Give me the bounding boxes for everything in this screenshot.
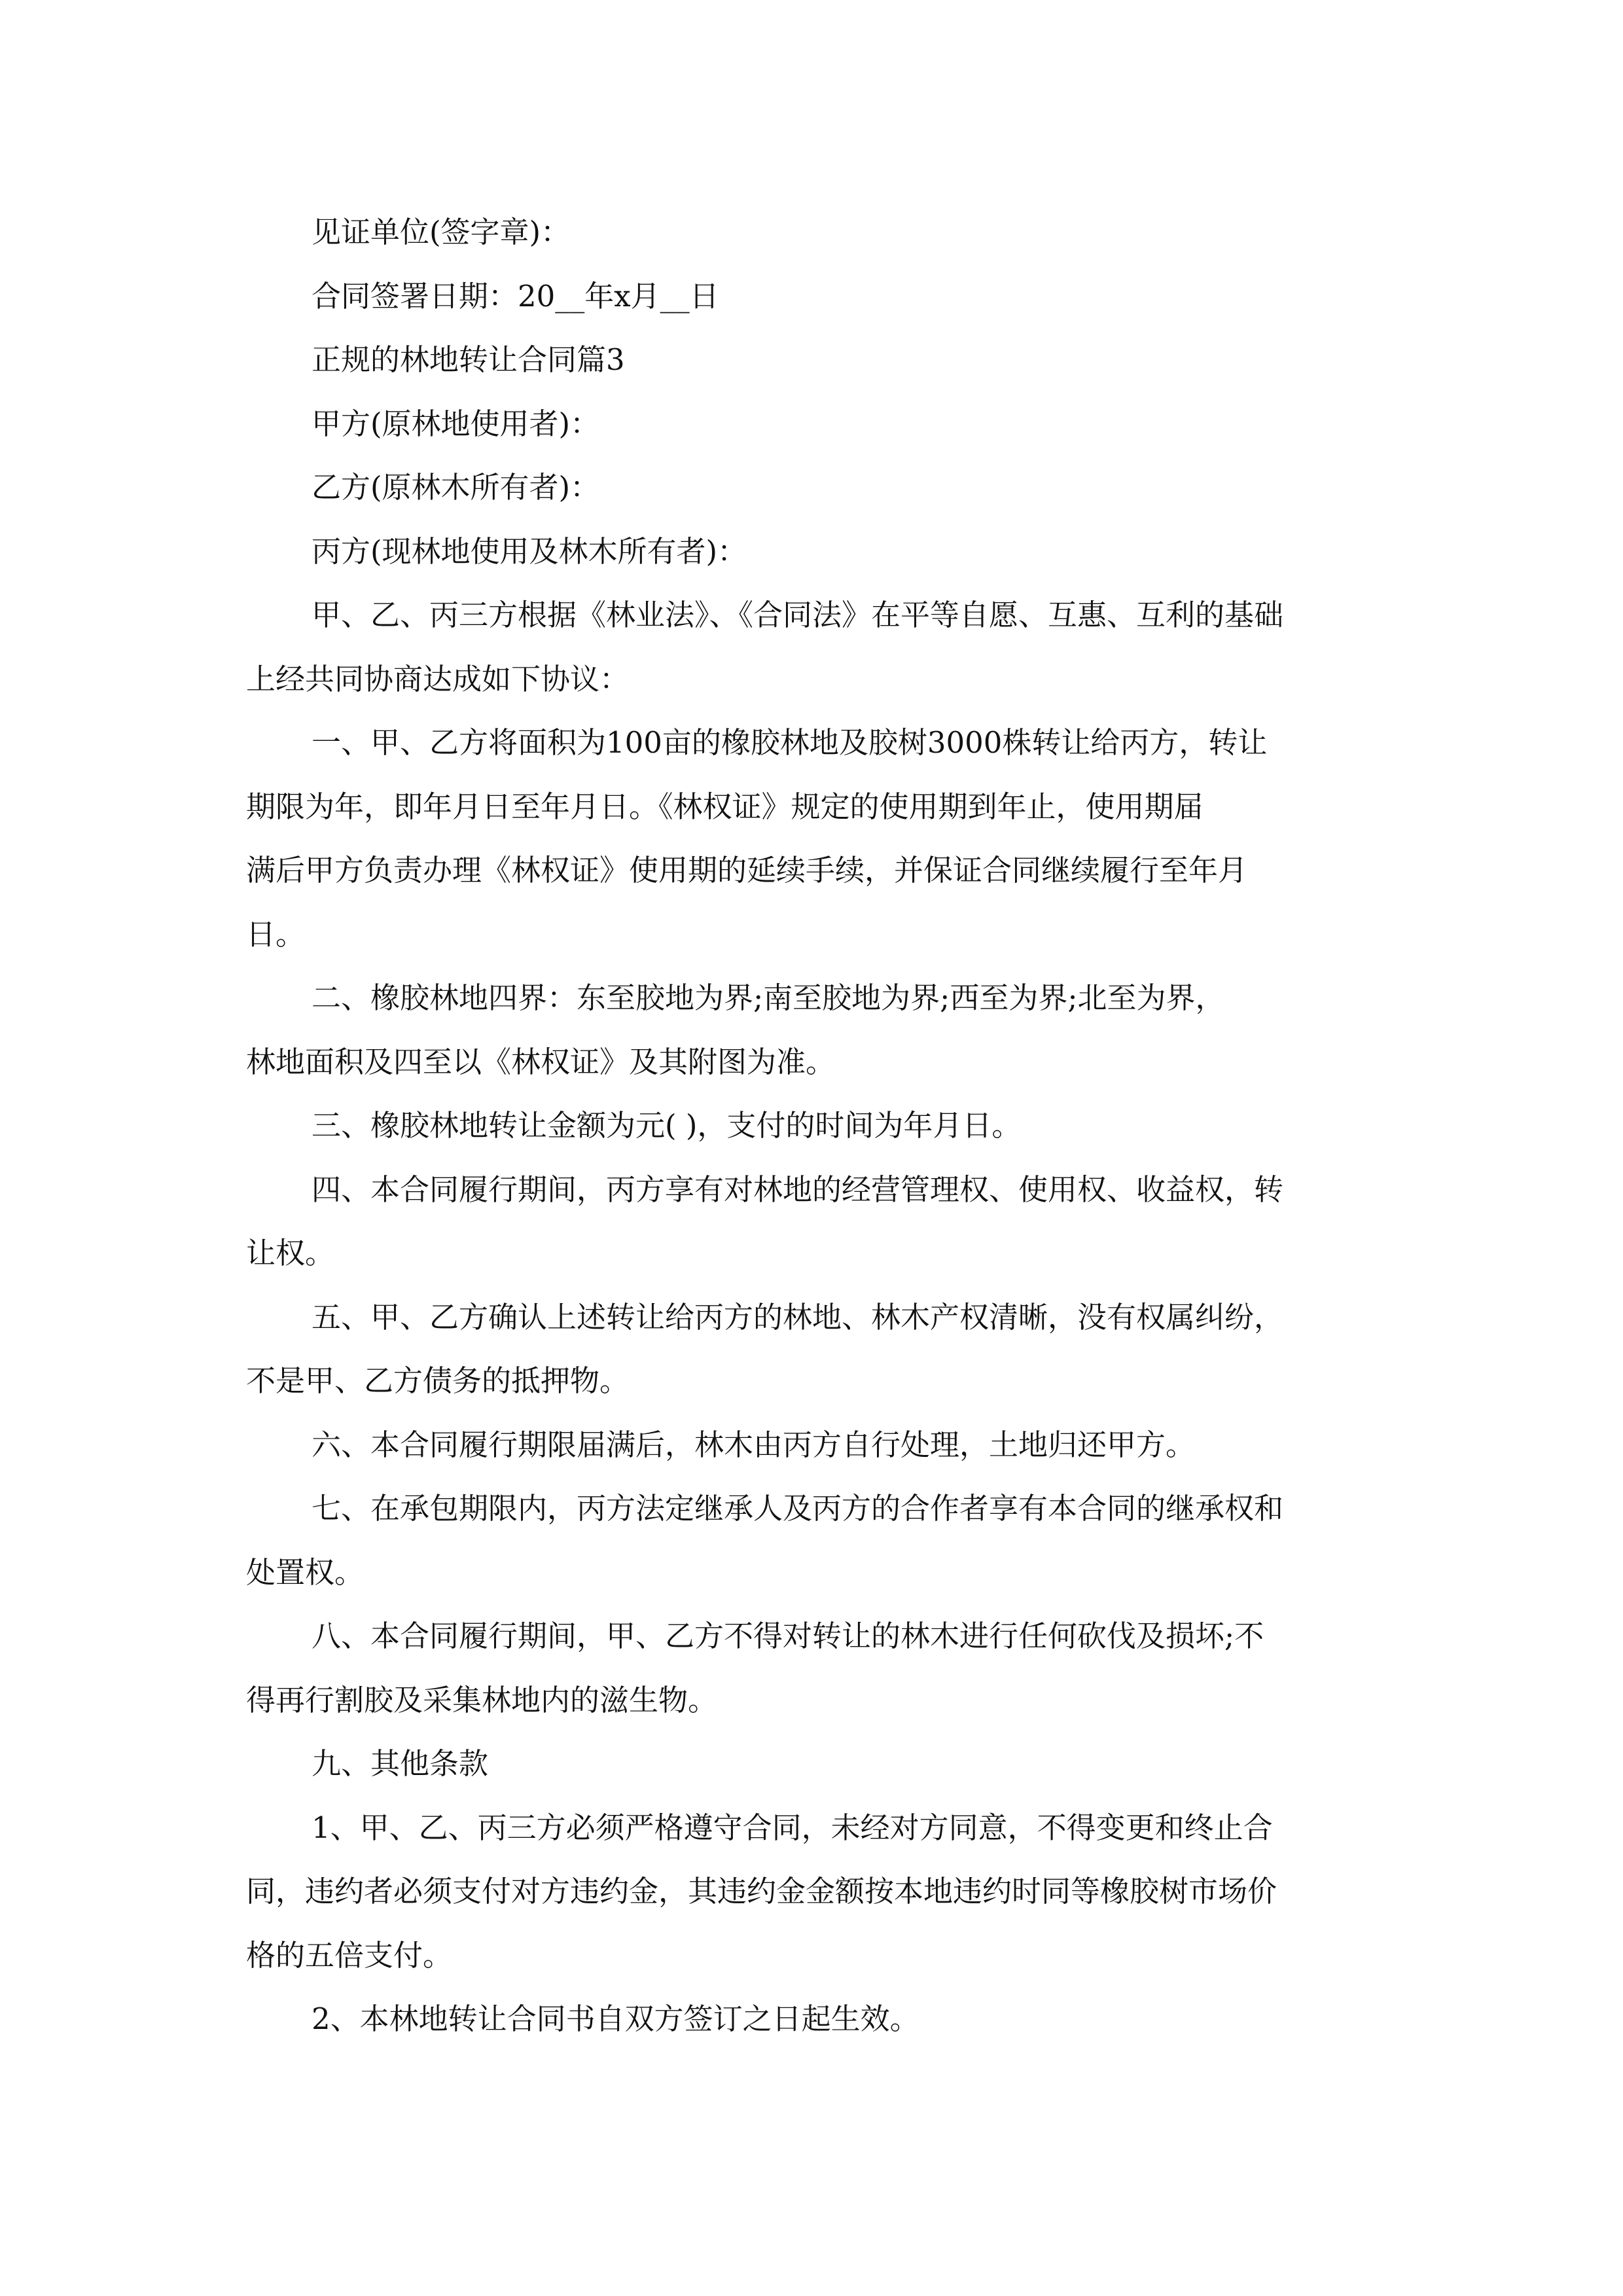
party-c-line: 丙方(现林地使用及林木所有者)：	[312, 533, 747, 569]
preamble-line-1: 甲、乙、丙三方根据《林业法》、《合同法》在平等自愿、互惠、互利的基础	[312, 598, 1284, 632]
clause-1-line-3: 满后甲方负责办理《林权证》使用期的延续手续，并保证合同继续履行至年月	[246, 853, 1248, 888]
clause-3-line-1: 三、橡胶林地转让金额为元( )，支付的时间为年月日。	[312, 1108, 1022, 1143]
sub-clause-2-line-1: 2、本林地转让合同书自双方签订之日起生效。	[312, 2001, 919, 2036]
clause-7-line-2: 处置权。	[246, 1554, 365, 1590]
sub-clause-1-line-1: 1、甲、乙、丙三方必须严格遵守合同，未经对方同意，不得变更和终止合	[312, 1810, 1273, 1845]
clause-5-line-2: 不是甲、乙方债务的抵押物。	[246, 1363, 630, 1398]
contract-title-line: 正规的林地转让合同篇3	[312, 342, 625, 377]
clause-4-line-2: 让权。	[246, 1236, 335, 1270]
party-a-line: 甲方(原林地使用者)：	[312, 406, 600, 441]
clause-6-line-1: 六、本合同履行期限届满后，林木由丙方自行处理，土地归还甲方。	[312, 1427, 1196, 1462]
clause-4-line-1: 四、本合同履行期间，丙方享有对林地的经营管理权、使用权、收益权，转	[312, 1172, 1284, 1207]
clause-9-heading: 九、其他条款	[312, 1746, 489, 1781]
clause-1-line-2: 期限为年，即年月日至年月日。《林权证》规定的使用期到年止，使用期届	[246, 789, 1204, 824]
sub-clause-1-line-3: 格的五倍支付。	[246, 1937, 453, 1973]
preamble-line-2: 上经共同协商达成如下协议：	[246, 661, 630, 696]
party-b-line: 乙方(原林木所有者)：	[312, 470, 600, 505]
clause-8-line-2: 得再行割胶及采集林地内的滋生物。	[246, 1682, 718, 1717]
clause-7-line-1: 七、在承包期限内，丙方法定继承人及丙方的合作者享有本合同的继承权和	[312, 1491, 1284, 1526]
clause-1-line-4: 日。	[246, 916, 306, 952]
sub-clause-1-line-2: 同，违约者必须支付对方违约金，其违约金金额按本地违约时同等橡胶树市场价	[246, 1874, 1277, 1909]
signing-date-line: 合同签署日期：20__年x月__日	[312, 278, 719, 314]
clause-2-line-2: 林地面积及四至以《林权证》及其附图为准。	[246, 1044, 836, 1079]
document-body	[246, 200, 1395, 2051]
witness-unit-line: 见证单位(签字章)：	[312, 215, 571, 249]
clause-2-line-1: 二、橡胶林地四界：东至胶地为界;南至胶地为界;西至为界;北至为界，	[312, 980, 1225, 1015]
clause-8-line-1: 八、本合同履行期间，甲、乙方不得对转让的林木进行任何砍伐及损坏;不	[312, 1619, 1264, 1653]
clause-1-line-1: 一、甲、乙方将面积为100亩的橡胶林地及胶树3000株转让给丙方，转让	[312, 725, 1268, 760]
clause-5-line-1: 五、甲、乙方确认上述转让给丙方的林地、林木产权清晰，没有权属纠纷，	[312, 1299, 1284, 1335]
